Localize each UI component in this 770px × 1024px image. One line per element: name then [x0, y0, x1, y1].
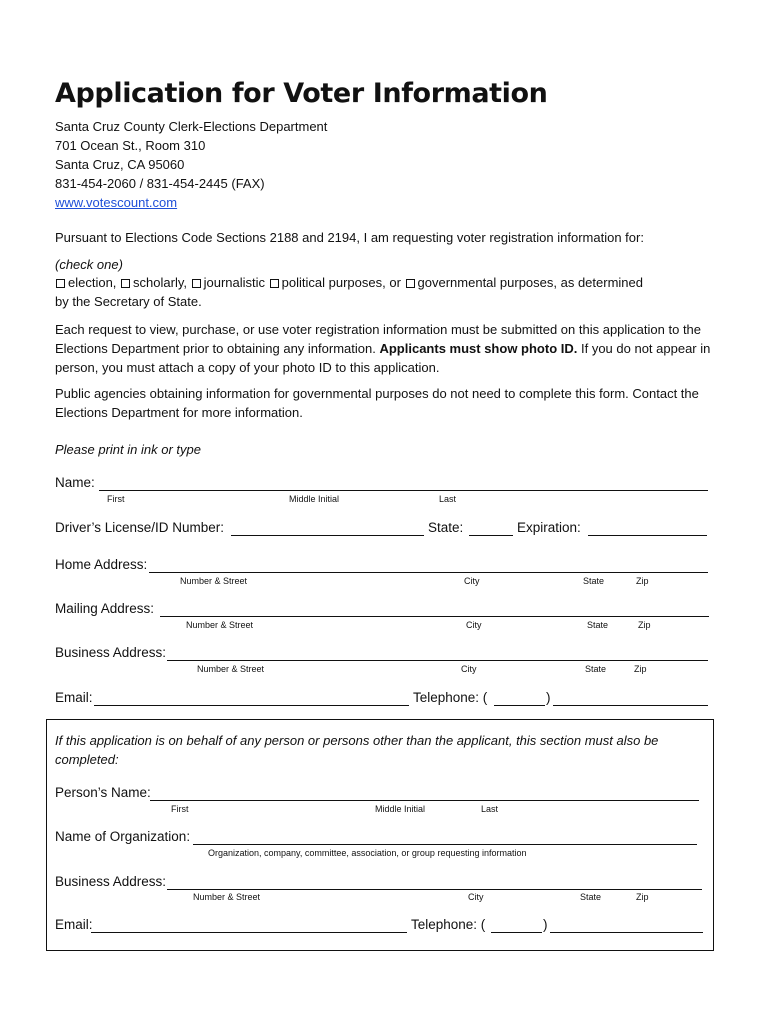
first-name-caption: First — [107, 494, 125, 504]
behalf-telephone-close-paren: ) — [543, 917, 548, 932]
home-address-label: Home Address: — [55, 557, 148, 572]
home-city-caption: City — [464, 576, 480, 586]
photo-id-requirement: Applicants must show photo ID. — [379, 341, 578, 356]
person-name-label: Person’s Name: — [55, 785, 151, 800]
telephone-label: Telephone: ( — [413, 690, 488, 705]
email-label: Email: — [55, 690, 93, 705]
governmental-checkbox[interactable] — [406, 279, 415, 288]
page-title: Application for Voter Information — [55, 78, 548, 109]
home-address-field[interactable] — [149, 572, 708, 573]
license-number-field[interactable] — [231, 535, 424, 536]
telephone-field[interactable] — [553, 705, 708, 706]
person-name-field[interactable] — [150, 800, 699, 801]
business-city-caption: City — [461, 664, 477, 674]
behalf-business-address-label: Business Address: — [55, 874, 167, 889]
behalf-city-caption: City — [468, 892, 484, 902]
behalf-email-field[interactable] — [91, 932, 407, 933]
behalf-area-code-field[interactable] — [491, 932, 542, 933]
city-state-zip: Santa Cruz, CA 95060 — [55, 157, 185, 172]
middle-initial-caption: Middle Initial — [289, 494, 340, 504]
behalf-telephone-field[interactable] — [550, 932, 703, 933]
area-code-field[interactable] — [494, 705, 545, 706]
mailing-state-caption: State — [587, 620, 609, 630]
behalf-email-label: Email: — [55, 917, 93, 932]
person-first-caption: First — [171, 804, 189, 814]
business-zip-caption: Zip — [634, 664, 647, 674]
scholarly-checkbox[interactable] — [121, 279, 130, 288]
person-last-caption: Last — [481, 804, 499, 814]
expiration-label: Expiration: — [517, 520, 581, 535]
check-one-note: (check one) — [55, 257, 123, 272]
journalistic-checkbox[interactable] — [192, 279, 201, 288]
governmental-label: governmental purposes, as determined — [417, 275, 643, 290]
journalistic-label: journalistic — [203, 275, 266, 290]
expiration-field[interactable] — [588, 535, 707, 536]
mailing-zip-caption: Zip — [638, 620, 651, 630]
street-address: 701 Ocean St., Room 310 — [55, 138, 206, 153]
license-label: Driver’s License/ID Number: — [55, 520, 225, 535]
mailing-address-label: Mailing Address: — [55, 601, 155, 616]
request-paragraph — [55, 320, 715, 377]
department-address — [55, 117, 327, 212]
license-state-field[interactable] — [469, 535, 513, 536]
mailing-city-caption: City — [466, 620, 482, 630]
person-middle-caption: Middle Initial — [375, 804, 426, 814]
mailing-address-field[interactable] — [160, 616, 709, 617]
name-field[interactable] — [99, 490, 708, 491]
name-label: Name: — [55, 475, 95, 490]
last-name-caption: Last — [439, 494, 457, 504]
behalf-business-address-field[interactable] — [167, 889, 702, 890]
behalf-state-caption: State — [580, 892, 602, 902]
organization-field[interactable] — [193, 844, 697, 845]
telephone-close-paren: ) — [546, 690, 551, 705]
election-label: election, — [68, 275, 117, 290]
behalf-intro: If this application is on behalf of any person or persons other than the applicant, this section must also be completed: — [55, 733, 659, 767]
political-checkbox[interactable] — [270, 279, 279, 288]
business-address-label: Business Address: — [55, 645, 167, 660]
election-checkbox[interactable] — [56, 279, 65, 288]
phone-fax: 831-454-2060 / 831-454-2445 (FAX) — [55, 176, 265, 191]
mailing-street-caption: Number & Street — [186, 620, 254, 630]
business-address-field[interactable] — [167, 660, 708, 661]
website-link[interactable]: www.votescount.com — [55, 195, 178, 210]
pursuant-statement: Pursuant to Elections Code Sections 2188 and 2194, I am requesting voter registration information for: — [55, 230, 644, 245]
print-note: Please print in ink or type — [55, 442, 201, 457]
business-state-caption: State — [585, 664, 607, 674]
department-name: Santa Cruz County Clerk-Elections Department — [55, 119, 328, 134]
request-text: Each request to view, purchase, or use voter registration information must be submitted on this application to the Elections Department prior to obtaining any information. — [55, 322, 702, 356]
organization-label: Name of Organization: — [55, 829, 191, 844]
organization-caption: Organization, company, committee, association, or group requesting information — [208, 848, 527, 858]
behalf-zip-caption: Zip — [636, 892, 649, 902]
license-state-label: State: — [428, 520, 464, 535]
photo-id-copy-note: If you do not appear in person, you must attach a copy of your photo ID to this application. — [55, 341, 711, 375]
email-field[interactable] — [94, 705, 409, 706]
business-street-caption: Number & Street — [197, 664, 265, 674]
home-street-caption: Number & Street — [180, 576, 248, 586]
home-state-caption: State — [583, 576, 605, 586]
public-agencies-paragraph: Public agencies obtaining information for governmental purposes do not need to complete this form. Contact the Elections Department for more information. — [55, 386, 699, 420]
behalf-telephone-label: Telephone: ( — [411, 917, 486, 932]
political-label: political purposes, or — [281, 275, 401, 290]
governmental-label-continued: by the Secretary of State. — [55, 294, 202, 309]
home-zip-caption: Zip — [636, 576, 649, 586]
purpose-options — [55, 273, 715, 311]
scholarly-label: scholarly, — [133, 275, 187, 290]
behalf-street-caption: Number & Street — [193, 892, 261, 902]
